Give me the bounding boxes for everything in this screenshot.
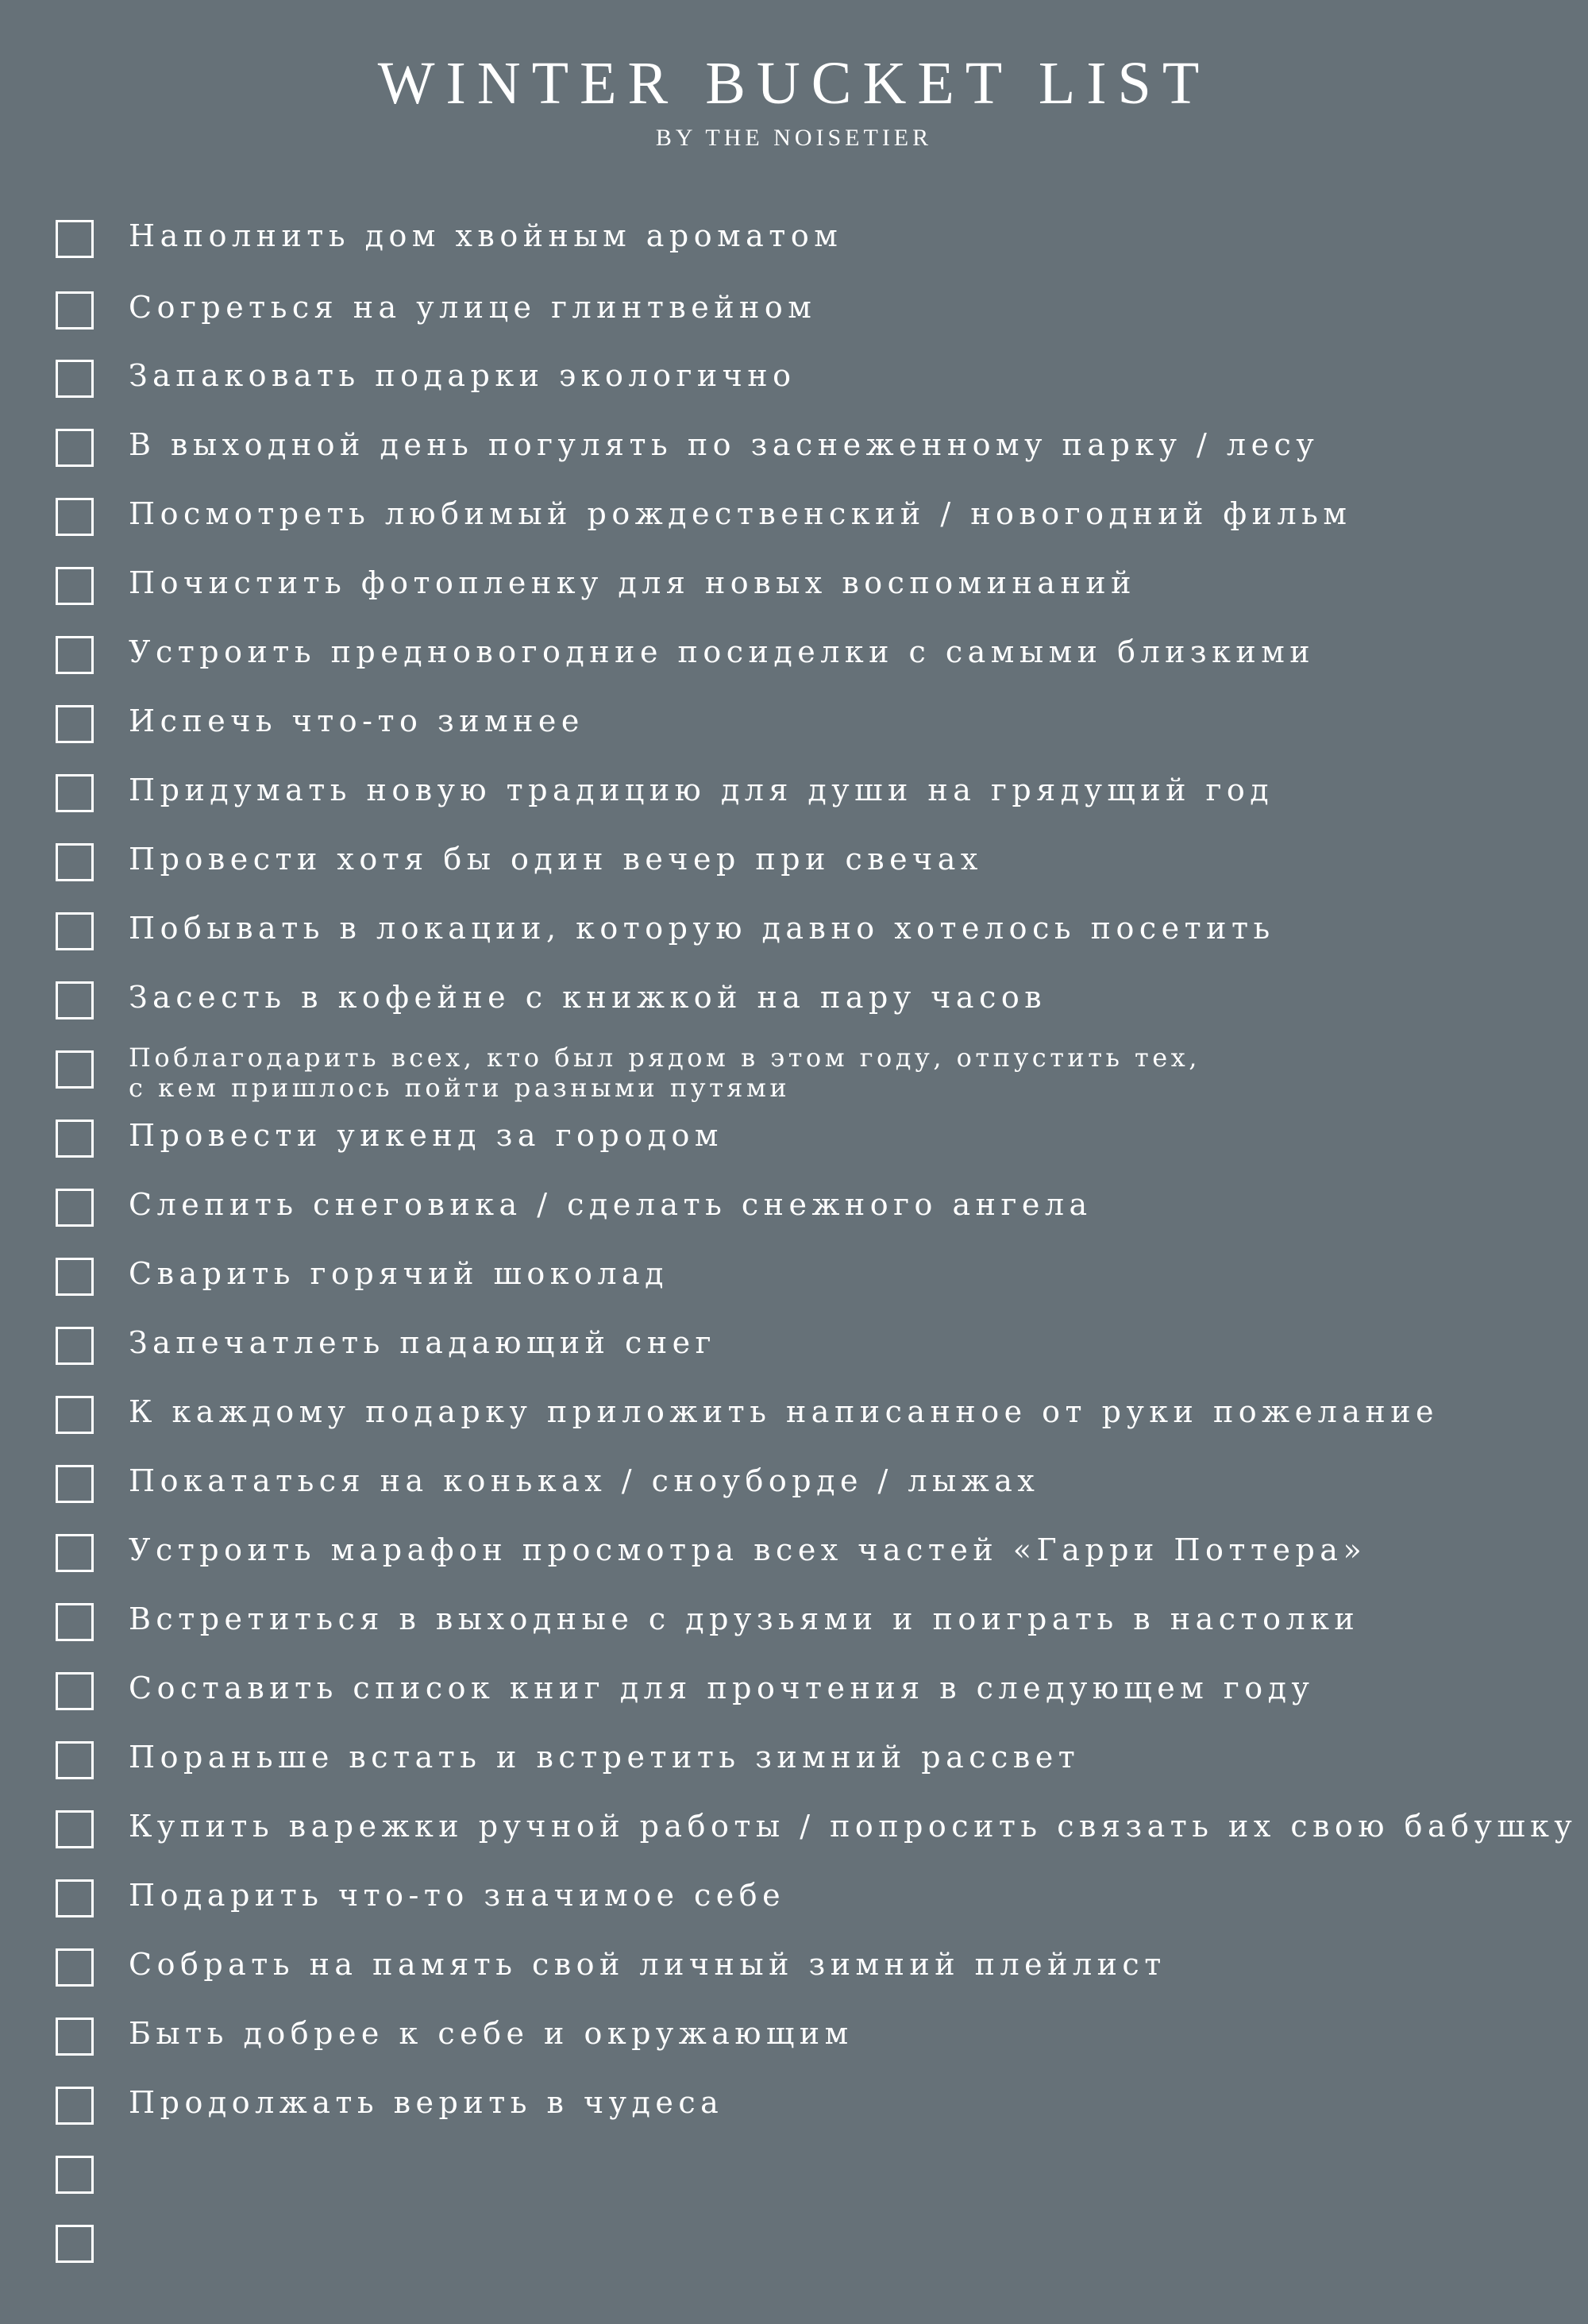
checkbox[interactable] [56, 1534, 94, 1572]
checklist-item [56, 1465, 1572, 1513]
checklist-item-label: В выходной день погулять по заснеженному парку / лесу [129, 427, 1320, 462]
checklist-item [56, 498, 1572, 545]
checklist-item [56, 912, 1572, 960]
checklist-item-label: Засесть в кофейне с книжкой на пару часов [129, 980, 1047, 1015]
checklist-item [56, 1809, 1578, 1858]
checklist-item [56, 705, 1572, 753]
checklist-item [56, 981, 1572, 1029]
checklist-item-label: Запечатлеть падающий снег [129, 1325, 717, 1360]
checklist-item-label: Встретиться в выходные с друзьями и поиграть в настолки [129, 1601, 1360, 1636]
checkbox[interactable] [56, 1948, 94, 1987]
checkbox[interactable] [56, 360, 94, 398]
checkbox[interactable] [56, 2156, 94, 2194]
checklist-item-label: Наполнить дом хвойным ароматом [129, 218, 843, 253]
checklist-item-label: Провести уикенд за городом [129, 1118, 723, 1153]
checklist-item [56, 1189, 1572, 1236]
checklist-item-label: Устроить марафон просмотра всех частей «Гарри Поттера» [129, 1532, 1367, 1567]
checklist-item [56, 1043, 1572, 1103]
checkbox[interactable] [56, 636, 94, 674]
checkbox[interactable] [56, 498, 94, 536]
checklist-item [56, 2225, 1572, 2272]
checklist-item [56, 1327, 1572, 1374]
checkbox[interactable] [56, 1465, 94, 1503]
page-title: WINTER BUCKET LIST [377, 50, 1211, 117]
checklist-item [56, 429, 1572, 476]
checklist-item [56, 567, 1572, 615]
checklist-item-label: Сварить горячий шоколад [129, 1256, 669, 1291]
checklist-item-label: Слепить снеговика / сделать снежного ангела [129, 1187, 1093, 1222]
checkbox[interactable] [56, 2225, 94, 2263]
checkbox[interactable] [56, 912, 94, 950]
checklist-item-label: Испечь что-то зимнее [129, 703, 584, 738]
checklist-item-label: Составить список книг для прочтения в следующем году [129, 1671, 1315, 1705]
checklist-item-label: Продолжать верить в чудеса [129, 2085, 724, 2120]
checklist-item-label: Покататься на коньках / сноуборде / лыжах [129, 1463, 1040, 1498]
checkbox[interactable] [56, 1879, 94, 1917]
checklist-item [56, 1741, 1572, 1789]
checklist-item-label: Устроить предновогодние посиделки с самыми близкими [129, 634, 1316, 669]
checkbox[interactable] [56, 291, 94, 330]
checklist-item-label: Почистить фотопленку для новых воспоминаний [129, 565, 1136, 600]
checklist-item [56, 1948, 1572, 1996]
checkbox[interactable] [56, 1327, 94, 1365]
checklist-item-label: Посмотреть любимый рождественский / новогодний фильм [129, 496, 1352, 531]
checkbox[interactable] [56, 1672, 94, 1710]
checklist-item-label: Поблагодарить всех, кто был рядом в этом году, отпустить тех, с кем пришлось пойти разными путями [129, 1043, 1201, 1103]
checklist-item [56, 2087, 1572, 2134]
checkbox[interactable] [56, 2087, 94, 2125]
checklist-item [56, 843, 1572, 891]
checkbox[interactable] [56, 1603, 94, 1641]
checkbox[interactable] [56, 220, 94, 258]
checklist-item [56, 1534, 1572, 1582]
checkbox[interactable] [56, 843, 94, 881]
checklist-item-label: Придумать новую традицию для души на грядущий год [129, 773, 1274, 807]
page-subtitle: BY THE NOISETIER [655, 125, 933, 151]
checkbox[interactable] [56, 1810, 94, 1848]
checklist-item [56, 1672, 1572, 1720]
checkbox[interactable] [56, 1396, 94, 1434]
checklist-item [56, 1258, 1572, 1305]
checklist-item [56, 2156, 1572, 2203]
checklist-item [56, 1396, 1572, 1443]
checkbox[interactable] [56, 774, 94, 812]
checklist-item-label: К каждому подарку приложить написанное от руки пожелание [129, 1394, 1440, 1429]
checklist-item [56, 774, 1572, 822]
checklist-item-label: Запаковать подарки экологично [129, 358, 796, 393]
checkbox[interactable] [56, 429, 94, 467]
checkbox[interactable] [56, 1189, 94, 1227]
checklist-item [56, 1603, 1572, 1651]
checklist-item-label: Купить варежки ручной работы / попросить связать их свою бабушку [129, 1809, 1578, 1844]
checklist-item [56, 1120, 1572, 1167]
checkbox[interactable] [56, 1258, 94, 1296]
checklist-item-label: Провести хотя бы один вечер при свечах [129, 842, 983, 877]
checklist-item [56, 220, 1572, 268]
checklist-item-label: Побывать в локации, которую давно хотелось посетить [129, 911, 1275, 946]
checklist-item-label: Пораньше встать и встретить зимний рассвет [129, 1740, 1081, 1775]
checkbox[interactable] [56, 1050, 94, 1089]
checkbox[interactable] [56, 2018, 94, 2056]
checkbox[interactable] [56, 1120, 94, 1158]
checklist-item [56, 636, 1572, 684]
checklist-item [56, 2018, 1572, 2065]
checklist-item-label: Согреться на улице глинтвейном [129, 290, 817, 325]
checklist-item-label: Быть добрее к себе и окружающим [129, 2016, 854, 2051]
checkbox[interactable] [56, 567, 94, 605]
checklist-item-label: Собрать на память свой личный зимний плейлист [129, 1947, 1166, 1982]
checklist-item-label: Подарить что-то значимое себе [129, 1878, 786, 1913]
checkbox[interactable] [56, 705, 94, 743]
checkbox[interactable] [56, 981, 94, 1019]
checkbox[interactable] [56, 1741, 94, 1779]
checklist-item [56, 360, 1572, 407]
checklist-item [56, 1879, 1572, 1927]
checklist-item [56, 291, 1572, 339]
